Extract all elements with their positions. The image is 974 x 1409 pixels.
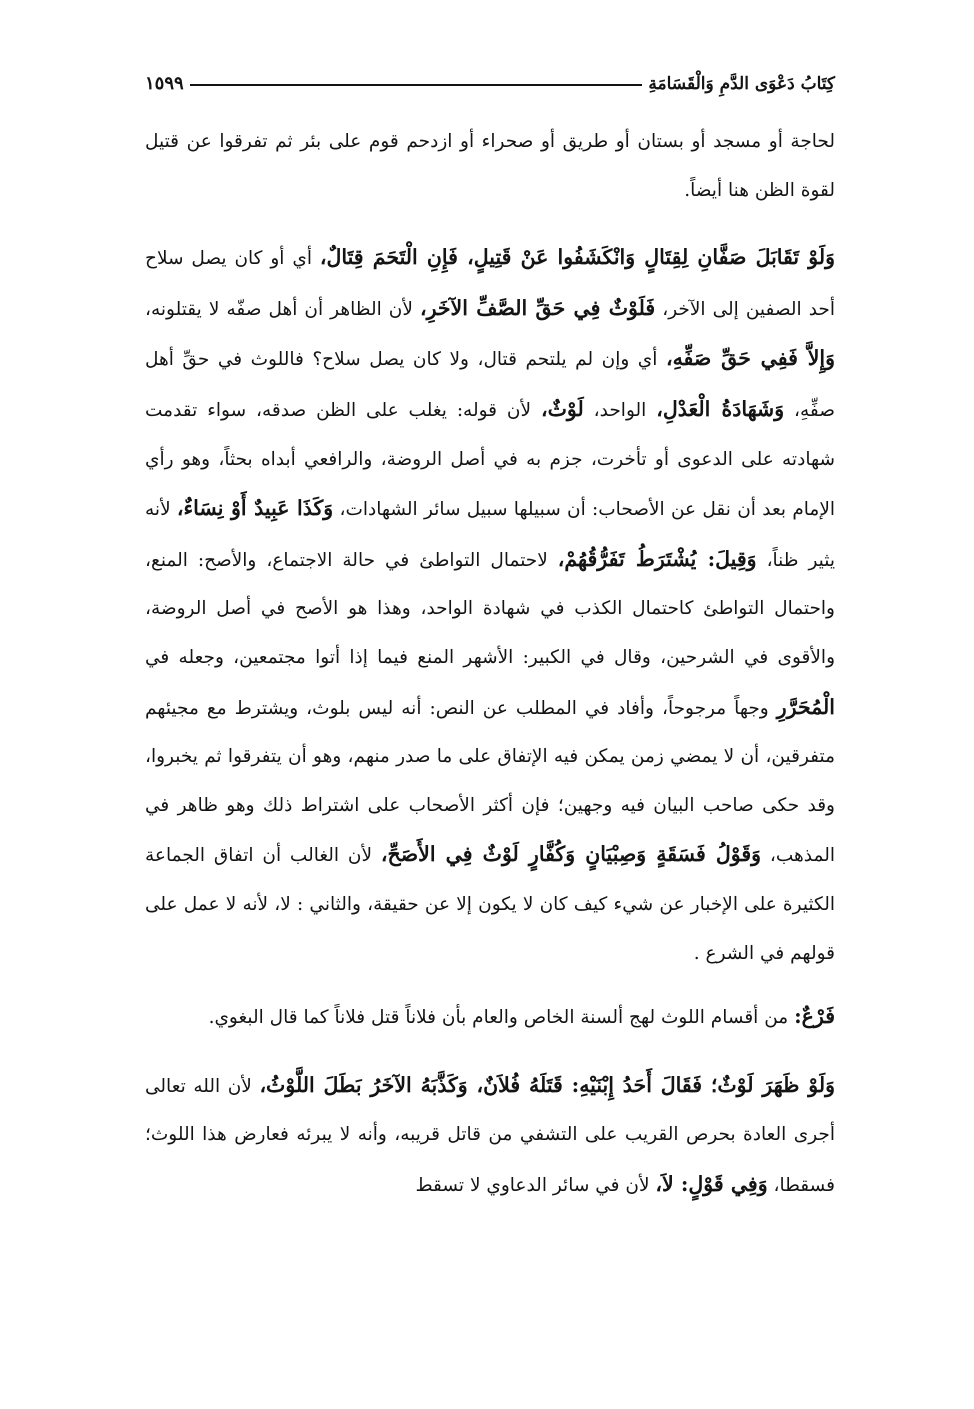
commentary-text: وجهاً مرجوحاً، وأفاد في المطلب عن النص: أنه ليس بلوث، ويشترط مع مجيئهم متفرقين، أن لا يمضي زمن يمكن فيه الإتفاق على ما صدر منهم، وهو أن يتفرقوا ثم يخبروا، وقد حكى صاحب البيان فيه وجهين؛ فإن أكثر الأصحاب على اشتراط ذلك وهو ظاهر في المذهب، — [145, 697, 835, 867]
commentary-text: لأن الظاهر أن أهل صفّه لا يقتلونه، — [145, 298, 420, 320]
commentary-text: لأنه يثير ظناً، — [145, 499, 835, 571]
commentary-text: الواحد، — [583, 399, 657, 421]
commentary-text: لأن في سائر الدعاوي لا تسقط — [415, 1174, 656, 1196]
matn-text: وَفِي قَوْلٍ: لاَ، — [655, 1171, 768, 1196]
commentary-text: من أقسام اللوث لهج ألسنة الخاص والعام بأن فلاناً قتل فلاناً كما قال البغوي. — [208, 1007, 795, 1029]
matn-text: وَقَوْلُ فَسَقَةٍ وَصِبْيَانٍ وَكُفَّارٍ لَوْثٌ فِي الأَصَحِّ، — [380, 842, 762, 867]
chapter-title: كِتَابُ دَعْوَى الدَّمِ وَالْقَسَامَةِ — [648, 74, 835, 94]
commentary-text: لأن الغالب أن اتفاق الجماعة الكثيرة على الإخبار عن شيء كيف كان لا يكون إلا عن حقيقة، والثاني : لا، لأنه لا عمل على قولهم في الشرع . — [145, 845, 835, 964]
commentary-text: أي وإن لم يلتحم قتال، ولا كان يصل سلاح؟ فاللوث في حقِّ أهل صفِّهِ، — [145, 349, 835, 421]
page-number: ١٥٩٩ — [145, 73, 184, 94]
matn-text: الْمُحَرَّرِ — [776, 694, 835, 719]
matn-text: فَرْعٌ: — [794, 1004, 835, 1029]
matn-text: وَلَوْ ظَهَرَ لَوْثٌ؛ فَقَالَ أَحَدُ إِبْنَيْهِ: قَتَلَهُ فُلاَنٌ، وَكَذَّبَهُ الآخَرُ بَطَلَ اللَّوْثُ، — [259, 1072, 835, 1097]
matn-text: وَشَهَادَةُ الْعَدْلِ، — [656, 396, 785, 421]
commentary-text: لأن الله تعالى أجرى العادة بحرص القريب على التشفي من قاتل قريبه، وأنه لا يبرئه فعارض هذا اللوث؛ فسقطا، — [145, 1075, 835, 1196]
matn-text: وَكَذَا عَبِيدٌ أَوْ نِسَاءٌ، — [176, 496, 334, 521]
paragraph-4 — [145, 1061, 835, 1211]
header-rule — [190, 84, 643, 86]
commentary-text: لاحتمال التواطئ في حالة الاجتماع، والأصح: المنع، واحتمال التواطئ كاحتمال الكذب في شهادة الواحد، وهذا هو الأصح في أصل الروضة، والأقوى في الشرحين، وقال في الكبير: الأشهر المنع فيما إذا أتوا مجتمعين، وجعله في — [145, 549, 835, 668]
matn-text: وَلَوْ تَقَابَلَ صَفَّانِ لِقِتَالٍ وَانْكَشَفُوا عَنْ قَتِيلٍ، فَإِنِ الْتَحَمَ قِتَالٌ، — [319, 245, 835, 270]
body-text — [145, 118, 835, 1210]
matn-text: فَلَوْثٌ فِي حَقِّ الصَّفِّ الآخَرِ، — [419, 295, 656, 320]
commentary-text: لحاجة أو مسجد أو بستان أو طريق أو صحراء أو ازدحم قوم على بئر ثم تفرقوا عن قتيل لقوة الظن هنا أيضاً. — [145, 131, 835, 201]
page-header — [145, 60, 835, 94]
paragraph-2 — [145, 233, 835, 978]
paragraph-3 — [145, 992, 835, 1043]
paragraph-1 — [145, 118, 835, 215]
commentary-text: لأن قوله: يغلب على الظن صدقه، سواء تقدمت شهادته على الدعوى أو تأخرت، جزم به في أصل الروضة، والرافعي أبداه بحثاً، وهو رأي الإمام بعد أن نقل عن الأصحاب: أن سبيلها سبيل سائر الشهادات، — [145, 399, 836, 521]
matn-text: وَقِيلَ: يُشْتَرَطُ تَفَرُّقُهُمْ، — [557, 546, 757, 571]
matn-text: وَإِلاَّ فَفِي حَقِّ صَفِّهِ، — [665, 346, 836, 371]
commentary-text: أي أو كان يصل سلاح أحد الصفين إلى الآخر، — [145, 248, 835, 320]
matn-text: لَوْثٌ، — [541, 396, 584, 421]
